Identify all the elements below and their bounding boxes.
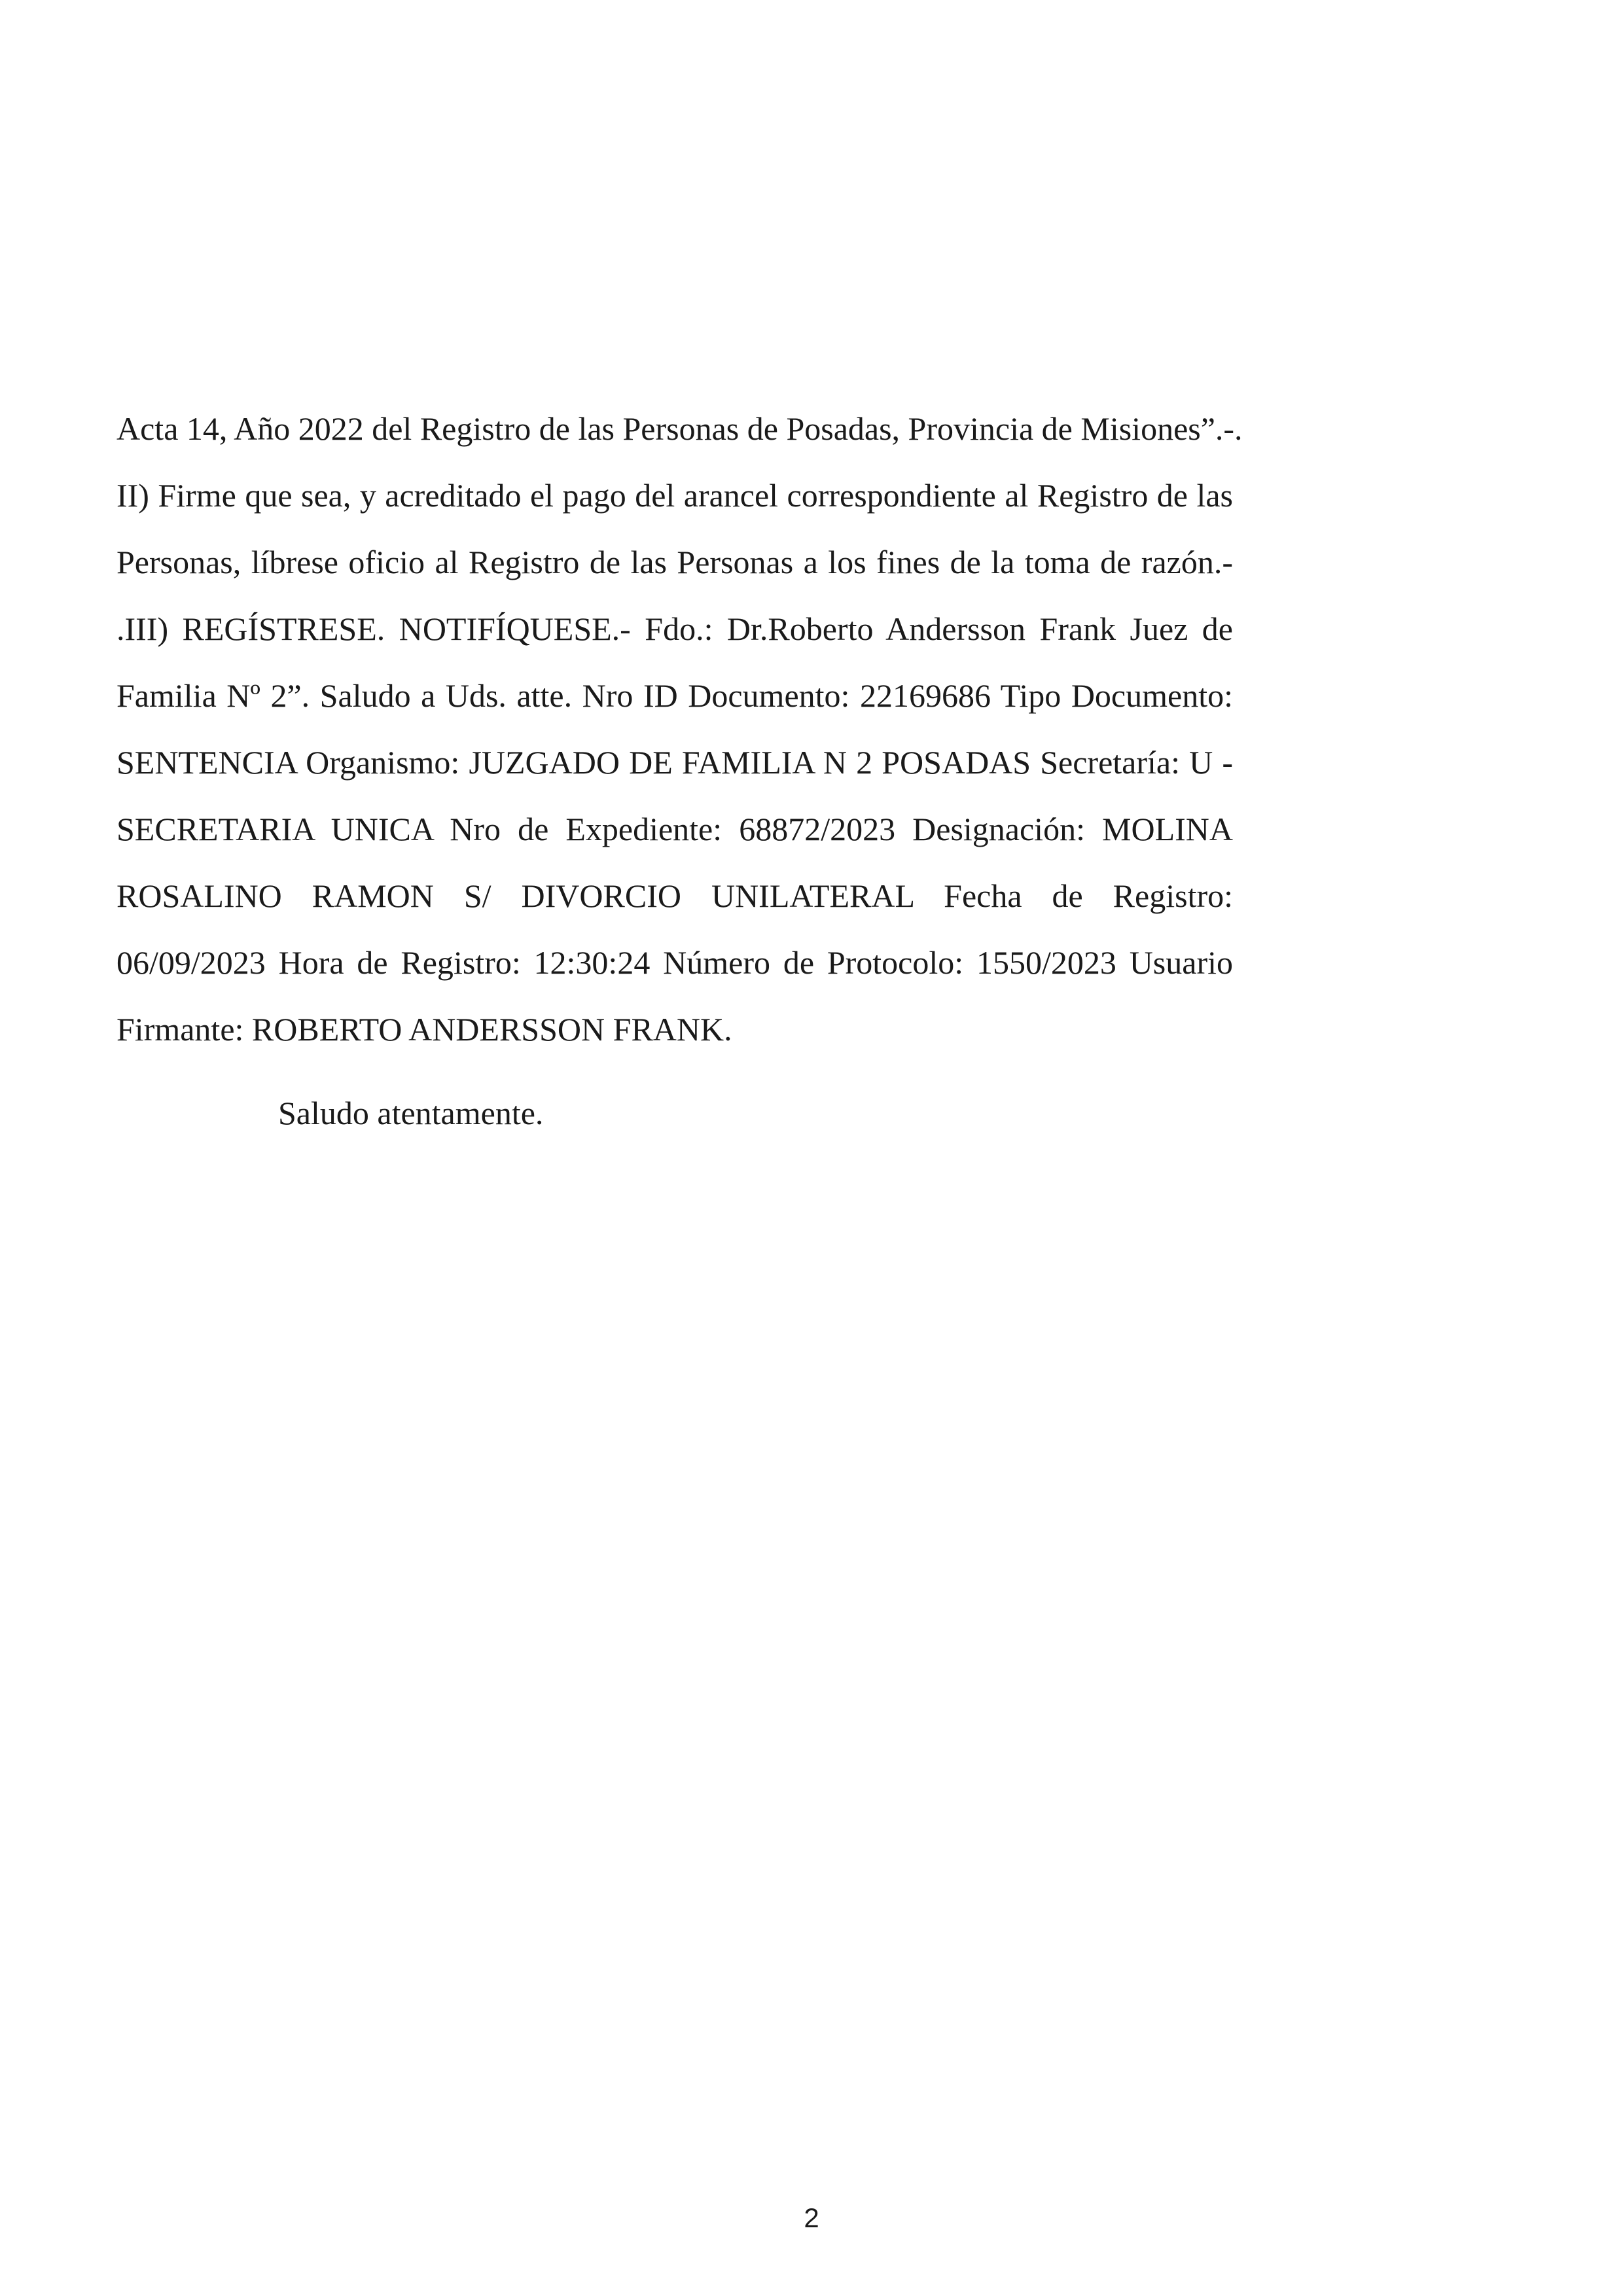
text-line-4: .III) REGÍSTRESE. NOTIFÍQUESE.- Fdo.: Dr.Roberto Andersson Frank Juez de [116,610,1233,647]
closing-salutation: Saludo atentamente. [278,1095,544,1131]
text-line-9: 06/09/2023 Hora de Registro: 12:30:24 Número de Protocolo: 1550/2023 Usuario [116,944,1233,981]
text-line-1: Acta 14, Año 2022 del Registro de las Personas de Posadas, Provincia de Misiones”.-. [116,410,1243,447]
text-line-3: Personas, líbrese oficio al Registro de las Personas a los fines de la toma de razón.- [116,544,1233,580]
text-line-2: II) Firme que sea, y acreditado el pago del arancel correspondiente al Registro de las [116,477,1233,514]
page-number: 2 [804,2202,819,2233]
text-line-5: Familia Nº 2”. Saludo a Uds. atte. Nro ID Documento: 22169686 Tipo Documento: [116,677,1233,714]
body-paragraph [116,395,1243,1063]
text-line-8: ROSALINO RAMON S/ DIVORCIO UNILATERAL Fecha de Registro: [116,877,1233,914]
text-line-6: SENTENCIA Organismo: JUZGADO DE FAMILIA N 2 POSADAS Secretaría: U - [116,744,1233,781]
text-line-10: Firmante: ROBERTO ANDERSSON FRANK. [116,1011,732,1048]
text-line-7: SECRETARIA UNICA Nro de Expediente: 68872/2023 Designación: MOLINA [116,811,1233,847]
